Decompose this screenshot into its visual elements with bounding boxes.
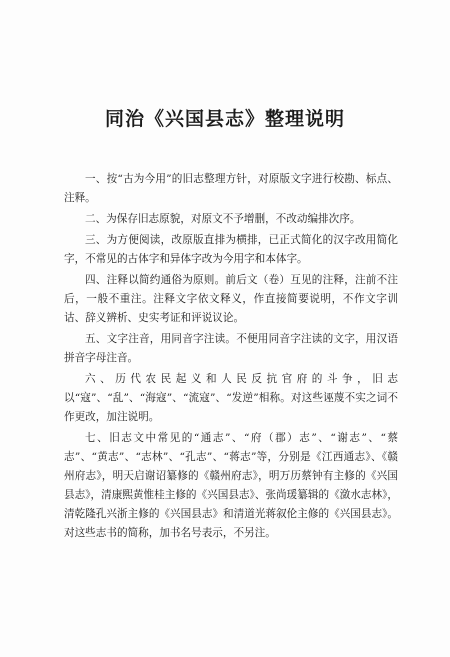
document-body <box>64 170 398 545</box>
paragraph-6: 六、历代农民起义和人民反抗官府的斗争，旧志以“寇”、“乱”、“海寇”、“流寇”、“发逆”相称。对这些诬蔑不实之词不作更改，加注说明。 <box>64 373 398 423</box>
paragraph-7: 七、旧志文中常见的“通志”、“府（郡）志”、“谢志”、“蔡志”、“黄志”、“志林”、“孔志”、“蒋志”等，分别是《江西通志》、《赣州府志》，明天启谢诏纂修的《赣州府志》，明万历蔡钟有主修的《兴国县志》，清康熙黄惟桂主修的《兴国县志》、张尚瑗纂辑的《潋水志林》，清乾隆孔兴浙主修的《兴国县志》和清道光蒋叙伦主修的《兴国县志》。对这些志书的简称，加书名号表示，不另注。 <box>64 432 398 539</box>
paragraph-3: 三、为方便阅读，改原版直排为横排，已正式简化的汉字改用简化字，不常见的古体字和异体字改为今用字和本体字。 <box>64 234 398 265</box>
page-title: 同治《兴国县志》整理说明 <box>104 108 345 130</box>
paragraph-1: 一、按“古为今用”的旧志整理方针，对原版文字进行校勘、标点、注释。 <box>64 173 398 204</box>
paragraph-5: 五、文字注音，用同音字注读。不便用同音字注读的文字，用汉语拼音字母注音。 <box>64 333 398 364</box>
paragraph-2: 二、为保存旧志原貌，对原文不予增删，不改动编排次序。 <box>85 213 361 225</box>
paragraph-4: 四、注释以简约通俗为原则。前后文（卷）互见的注释，注前不注后，一般不重注。注释文字依文释义，作直接简要说明，不作文字训诂、辞义辨析、史实考证和评说议论。 <box>64 274 398 324</box>
